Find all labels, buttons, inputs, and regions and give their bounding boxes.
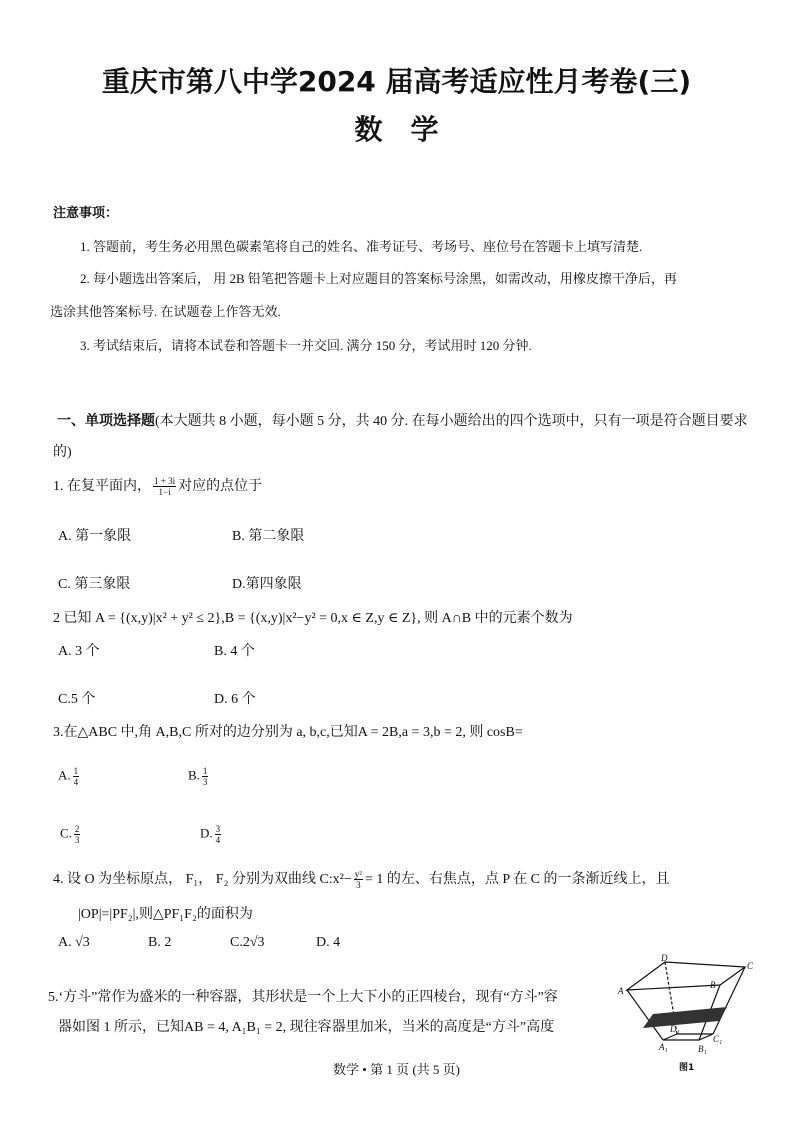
label-c1: C₁ <box>713 1034 723 1044</box>
q1-frac-num: 1 + 3i <box>154 476 176 487</box>
q3-option-c-label: C. <box>60 825 72 841</box>
q3-a-num: 1 <box>73 766 79 776</box>
q1-option-c: C. 第三象限 <box>58 577 131 592</box>
label-d1: D₁ <box>670 1024 680 1034</box>
q3-d-num: 3 <box>215 824 221 834</box>
q3-option-c <box>60 824 82 845</box>
question-5-line2: 器如图 1 所示，已知AB = 4, A₁B₁ = 2, 现往容器里加米，当米的高度是“方斗”高度 <box>58 1020 555 1035</box>
q4-fraction <box>354 869 363 890</box>
q3-option-b-frac <box>202 766 209 787</box>
q1-option-b: B. 第二象限 <box>232 529 305 544</box>
q3-option-d-frac <box>215 824 222 845</box>
bottom-face <box>663 1034 713 1040</box>
question-3: 3.在△ABC 中,角 A,B,C 所对的边分别为 a, b,c,已知A = 2B,a = 3,b = 2, 则 cosB= <box>53 725 523 740</box>
q4-part2: = 1 的左、右焦点，点 P 在 C 的一条渐近线上，且 <box>364 872 670 887</box>
edge-c-c1 <box>713 967 745 1034</box>
q3-option-b-label: B. <box>188 767 200 783</box>
q2-option-a: A. 3 个 <box>58 644 100 659</box>
question-4 <box>53 868 669 890</box>
q4-option-a: A. √3 <box>58 935 90 950</box>
q3-option-b <box>188 766 210 787</box>
q3-c-den: 3 <box>74 835 80 845</box>
q3-c-num: 2 <box>74 824 80 834</box>
note-item-1: 1. 答题前，考生务必用黑色碳素笔将自己的姓名、准考证号、考场号、座位号在答题卡上填写清楚. <box>80 239 643 254</box>
label-c: C <box>747 961 754 971</box>
page-title: 重庆市第八中学2024 届高考适应性月考卷(三) <box>101 65 692 98</box>
q3-b-den: 3 <box>202 777 208 787</box>
subject-title: 数 学 <box>354 113 439 146</box>
section-heading-line <box>57 410 748 430</box>
rice-surface <box>643 1007 727 1028</box>
q1-frac-den: 1−i <box>158 487 171 498</box>
q4-part1: 4. 设 O 为坐标原点， F₁， F₂ 分别为双曲线 C:x²− <box>53 872 352 887</box>
q1-suffix: 对应的点位于 <box>178 479 263 494</box>
question-5-line1: 5.‘方斗”常作为盛米的一种容器，其形状是一个上大下小的正四棱台，现有“方斗”容 <box>48 990 558 1005</box>
q2-option-d: D. 6 个 <box>214 692 256 707</box>
top-face <box>627 962 745 990</box>
notes-heading: 注意事项： <box>53 206 119 221</box>
q1-option-d: D.第四象限 <box>232 577 302 592</box>
q2-option-c: C.5 个 <box>58 692 96 707</box>
q1-prefix: 1. 在复平面内， <box>53 479 151 494</box>
q3-option-d <box>200 824 223 845</box>
label-d: D <box>661 953 668 963</box>
section-description-line2: 的) <box>53 445 72 460</box>
q4-line2: |OP|=|PF₂|,则△PF₁F₂的面积为 <box>78 907 253 922</box>
q3-a-den: 4 <box>73 777 79 787</box>
q3-option-d-label: D. <box>200 825 213 841</box>
note-item-3: 3. 考试结束后，请将本试卷和答题卡一并交回. 满分 150 分，考试用时 120 分钟. <box>80 338 532 353</box>
q3-option-a-label: A. <box>58 767 71 783</box>
figure-caption: 图1 <box>679 1063 695 1073</box>
q1-option-a: A. 第一象限 <box>58 529 132 544</box>
q4-option-b: B. 2 <box>148 935 172 950</box>
question-1 <box>53 475 262 497</box>
q1-fraction <box>153 476 176 497</box>
q3-option-c-frac <box>74 824 81 845</box>
q4-option-d: D. 4 <box>316 935 341 950</box>
label-b1: B₁ <box>698 1044 707 1054</box>
label-b: B <box>710 980 716 990</box>
q4-frac-num: y² <box>354 869 362 880</box>
q3-option-a-frac <box>73 766 80 787</box>
note-item-2-line1: 2. 每小题选出答案后， 用 2B 铅笔把答题卡上对应题目的答案标号涂黑，如需改动，用橡皮擦干净后，再 <box>80 271 677 286</box>
label-a1: A₁ <box>659 1042 668 1052</box>
q3-option-a <box>58 766 81 787</box>
q4-frac-den: 3 <box>356 880 361 891</box>
q4-option-c: C.2√3 <box>230 935 265 950</box>
question-2: 2 已知 A = {(x,y)|x² + y² ≤ 2},B = {(x,y)|x²−y² = 0,x ∈ Z,y ∈ Z}, 则 A∩B 中的元素个数为 <box>53 611 573 626</box>
q2-option-b: B. 4 个 <box>214 644 255 659</box>
q3-b-num: 1 <box>202 766 208 776</box>
section-heading: 一、单项选择题 <box>57 413 155 429</box>
label-a: A <box>618 986 624 996</box>
note-item-2-line2: 选涂其他答案标号. 在试题卷上作答无效. <box>50 304 281 319</box>
section-description: (本大题共 8 小题，每小题 5 分，共 40 分. 在每小题给出的四个选项中，只有一项是符合题目要求 <box>155 414 748 429</box>
page-footer: 数学 • 第 1 页 (共 5 页) <box>333 1062 460 1077</box>
q3-d-den: 4 <box>215 835 221 845</box>
